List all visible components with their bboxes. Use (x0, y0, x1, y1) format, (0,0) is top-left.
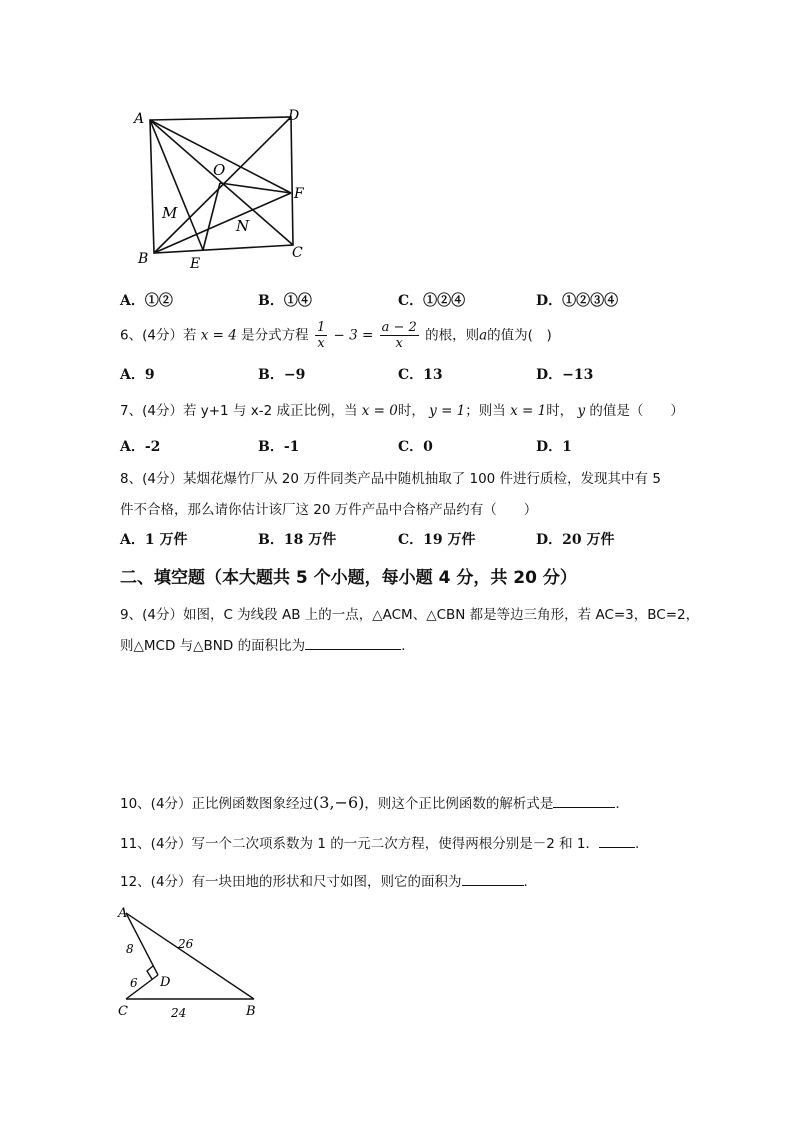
q8-option-d[interactable]: D．20 万件 (536, 532, 615, 548)
q7-text4: 时， (546, 403, 574, 419)
label-n: N (236, 217, 250, 235)
q6-prefix: 6、(4分）若 (120, 327, 197, 344)
q6-minus3: − 3 = (333, 327, 374, 344)
label-b: B (138, 251, 149, 267)
q9-line2-prefix: 则△MCD 与△BND 的面积比为 (120, 638, 306, 654)
q12-stem (120, 870, 528, 890)
q12-prefix: 12、(4分）有一块田地的形状和尺寸如图，则它的面积为 (120, 874, 462, 890)
q10-stem (120, 792, 620, 812)
q11-text: 11、(4分）写一个二次项系数为 1 的一元二次方程，使得两根分别是－2 和 1． (120, 836, 599, 852)
q12-answer-blank[interactable] (462, 873, 524, 886)
q7-cond1: x = 0 (361, 403, 398, 419)
segment-bf (154, 193, 291, 253)
q11-answer-blank[interactable] (599, 835, 635, 848)
q6-option-d[interactable]: D．−13 (536, 367, 594, 383)
q6-frac-1 (315, 320, 327, 351)
q6-suffix-a: 的根，则 (425, 327, 480, 344)
q10-suffix: ，则这个正比例函数的解析式是 (364, 796, 554, 812)
q6-frac1-num: 1 (316, 320, 326, 335)
fig2-label-d: D (160, 975, 171, 990)
q6-frac2-den: x (395, 336, 403, 351)
q6-var-a: a (479, 327, 488, 344)
q5-options (120, 290, 680, 312)
q7-option-c[interactable]: C．0 (398, 439, 433, 455)
segment-oe (203, 183, 220, 250)
label-m: M (162, 204, 178, 222)
q10-end: . (615, 796, 620, 812)
q7-var-y: y (577, 403, 586, 419)
q6-option-b[interactable]: B．−9 (258, 367, 306, 383)
q6-x-eq: x = 4 (200, 327, 237, 344)
q6-frac-2 (380, 320, 419, 351)
q10-point: (3,−6) (313, 793, 365, 812)
q8-option-b[interactable]: B．18 万件 (258, 532, 337, 548)
q7-text5: 的值是（ ） (589, 403, 684, 419)
q7-option-d[interactable]: D．1 (536, 439, 572, 455)
q7-options (120, 436, 680, 458)
fig2-label-c: C (118, 1004, 128, 1019)
fig2-num-8: 8 (126, 942, 134, 956)
q8-line2: 件不合格，那么请你估计该厂这 20 万件产品中合格产品约有（ ） (120, 502, 538, 518)
q6-frac2-num: a − 2 (381, 320, 417, 335)
triangle-figure (112, 903, 267, 1023)
q8-line1: 8、(4分）某烟花爆竹厂从 20 万件同类产品中随机抽取了 100 件进行质检，发现其中有 5 (120, 471, 661, 487)
segment-ab (126, 913, 254, 999)
q5-option-b[interactable]: B．①④ (258, 293, 312, 309)
q9-line2 (120, 634, 405, 654)
label-c: C (292, 245, 303, 261)
q6-mid: 是分式方程 (241, 327, 309, 344)
q6-option-a[interactable]: A．9 (120, 367, 155, 383)
q5-option-c[interactable]: C．①②④ (398, 293, 466, 309)
q10-prefix: 10、(4分）正比例函数图象经过 (120, 796, 314, 812)
q5-option-d[interactable]: D．①②③④ (536, 293, 619, 309)
label-e: E (190, 256, 201, 272)
q6-option-c[interactable]: C．13 (398, 367, 443, 383)
q11-stem (120, 832, 639, 852)
q7-stem (120, 399, 684, 419)
label-f: F (294, 186, 304, 202)
q6-stem (120, 320, 552, 351)
fig2-num-6: 6 (130, 976, 138, 990)
square-figure (128, 105, 328, 275)
q10-answer-blank[interactable] (553, 795, 615, 808)
fig2-label-b: B (246, 1004, 256, 1019)
q7-option-b[interactable]: B．-1 (258, 439, 300, 455)
q7-option-a[interactable]: A．-2 (120, 439, 161, 455)
q7-text3: ；则当 (465, 403, 506, 419)
q8-option-a[interactable]: A．1 万件 (120, 532, 188, 548)
q11-end: . (634, 836, 640, 852)
q6-options (120, 364, 680, 386)
q7-text1: 7、(4分）若 y+1 与 x-2 成正比例，当 (120, 403, 358, 419)
fig2-num-24: 24 (171, 1006, 187, 1020)
label-d: D (288, 108, 300, 124)
q7-cond3: x = 1 (510, 403, 547, 419)
label-a: A (134, 111, 145, 127)
q7-cond2: y = 1 (429, 403, 466, 419)
q8-option-c[interactable]: C．19 万件 (398, 532, 476, 548)
fig2-label-a: A (118, 906, 128, 921)
q5-option-a[interactable]: A．①② (120, 293, 173, 309)
q9-answer-blank[interactable] (305, 637, 401, 650)
section-2-title: 二、填空题（本大题共 5 个小题，每小题 4 分，共 20 分） (120, 568, 577, 588)
q12-end: . (523, 874, 528, 890)
fig2-num-26: 26 (178, 937, 194, 951)
q8-options (120, 529, 680, 551)
label-o: O (213, 161, 226, 179)
right-angle-mark (147, 966, 153, 979)
q7-text2: 时， (397, 403, 425, 419)
q6-suffix-b: 的值为( ) (487, 327, 552, 344)
diagonal-bd (154, 117, 291, 253)
q6-frac1-den: x (317, 336, 325, 351)
q9-line2-suffix: . (401, 638, 406, 654)
q9-line1: 9、(4分）如图，C 为线段 AB 上的一点，△ACM、△CBN 都是等边三角形，若 AC=3，BC=2， (120, 607, 700, 623)
